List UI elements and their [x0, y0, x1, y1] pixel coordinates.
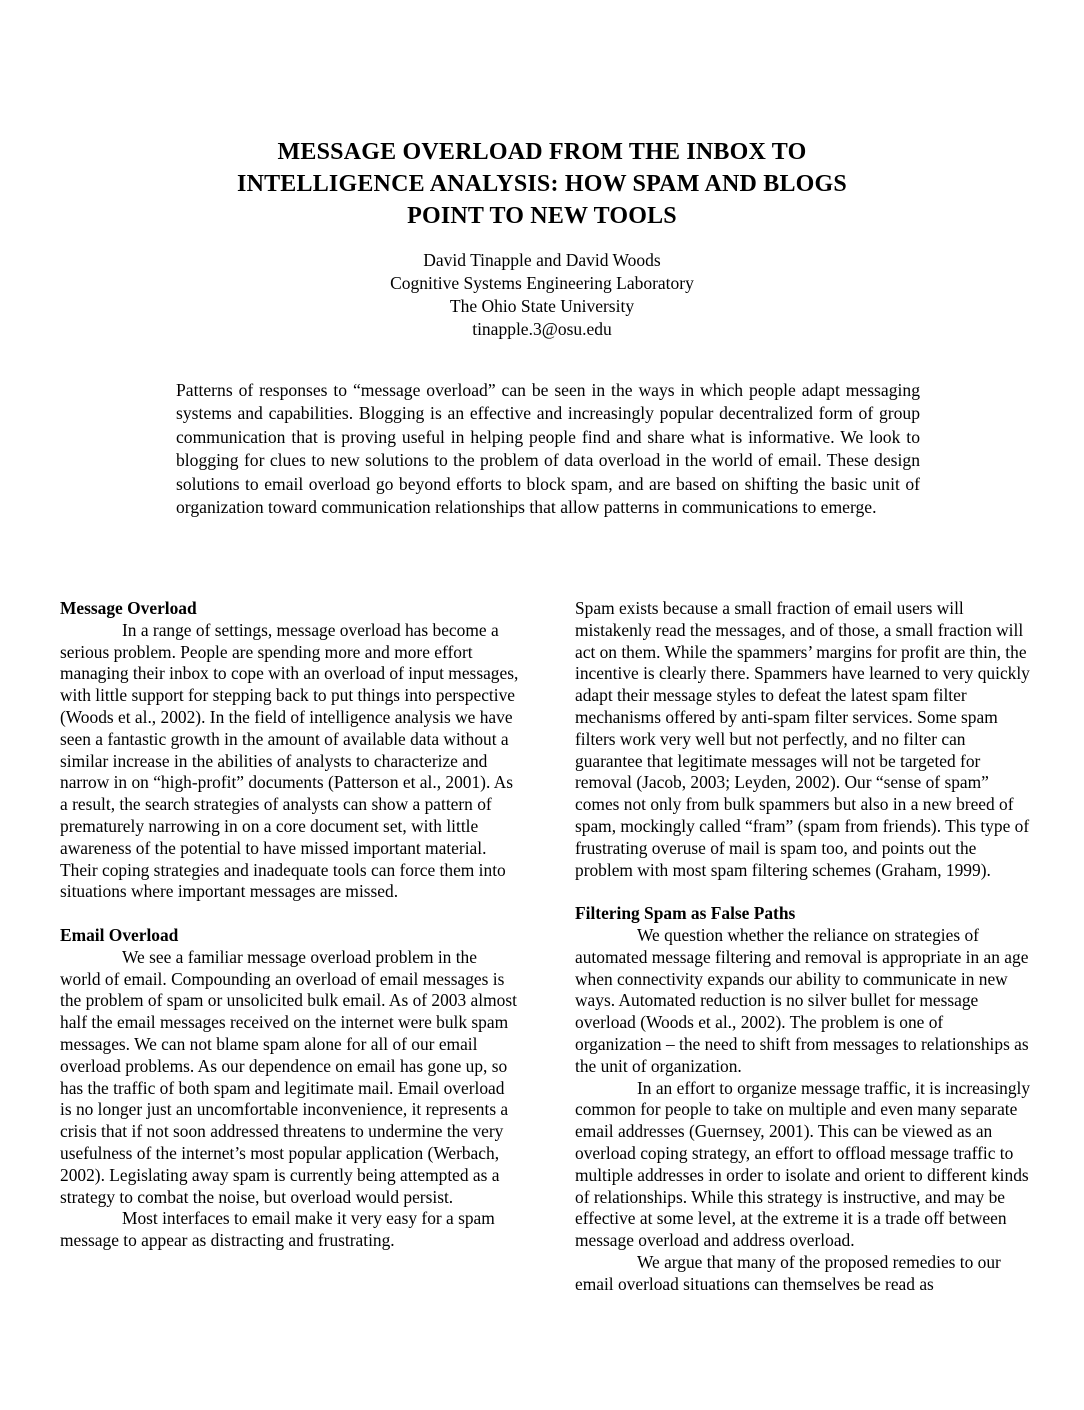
paper-title-line-1: MESSAGE OVERLOAD FROM THE INBOX TO [277, 139, 807, 165]
paragraph-filtering-spam-3: We argue that many of the proposed remedies to our email overload situations can themselves be read as [575, 1251, 1001, 1294]
paragraph-email-overload-1: We see a familiar message overload problem in the world of email. Compounding an overload of email messages is the problem of spam or unsolicited bulk email. As of 2003 almost half the email messages received on the internet were bulk spam messages. We can not blame spam alone for all of our email overload problems. As our dependence on email has gone up, so has the traffic of both spam and legitimate mail. Email overload is no longer just an uncomfortable inconvenience, it represents a crisis that if not soon addressed threatens to undermine the very usefulness of the internet’s most popular application (Werbach, 2002). Legislating away spam is currently being attempted as a strategy to combat the noise, but overload would persist. [60, 946, 517, 1207]
paragraph-email-overload-2: Most interfaces to email make it very easy for a spam message to appear as distracting and frustrating. [60, 1208, 495, 1251]
paragraph-spam-exists: Spam exists because a small fraction of email users will mistakenly read the messages, and of those, a small fraction will act on them. While the spammers’ margins for profit are thin, the incentive is clearly there. Spammers have learned to very quickly adapt their message styles to defeat the latest spam filter mechanisms offered by anti-spam filter services. Some spam filters work very well but not perfectly, and no filter can guarantee that legitimate messages will not be targeted for removal (Jacob, 2003; Leyden, 2002). Our “sense of spam” comes not only from bulk spammers but also in a new breed of spam, mockingly called “fram” (spam from friends). This type of frustrating overuse of mail is spam too, and points out the problem with most spam filtering schemes (Graham, 1999). [575, 598, 1030, 880]
left-column [60, 598, 520, 1252]
paper-title-line-2: INTELLIGENCE ANALYSIS: HOW SPAM AND BLOGS [237, 171, 847, 197]
author-email: tinapple.3@osu.edu [472, 319, 612, 339]
paper-title-line-3: POINT TO NEW TOOLS [407, 203, 677, 229]
author-names: David Tinapple and David Woods [423, 250, 661, 270]
author-affiliation-university: The Ohio State University [449, 296, 635, 316]
paper-title [0, 136, 1084, 232]
section-heading-email-overload: Email Overload [60, 924, 179, 945]
right-column [575, 598, 1033, 1296]
paragraph-filtering-spam-2: In an effort to organize message traffic, it is increasingly common for people to take on multiple and even many separate email addresses (Guernsey, 2001). This can be viewed as an overload coping strategy, an effort to offload message traffic to multiple addresses in order to isolate and orient to different kinds of relationships. While this strategy is instructive, and may be effective at some level, at the extreme it is a trade off between message overload and address overload. [575, 1077, 1031, 1251]
section-heading-message-overload: Message Overload [60, 598, 197, 618]
author-block [0, 249, 1084, 341]
paragraph-message-overload-1: In a range of settings, message overload has become a serious problem. People are spending more and more effort managing their inbox to cope with an overload of input messages, with little support for stepping back to put things into perspective (Woods et al., 2002). In the field of intelligence analysis we have seen a fantastic growth in the amount of available data without a similar increase in the abilities of analysts to characterize and narrow in on “high-profit” documents (Patterson et al., 2001). As a result, the search strategies of analysts can show a pattern of prematurely narrowing in on a core document set, with little awareness of the potential to have missed important material. Their coping strategies and inadequate tools can force them into situations where important messages are missed. [60, 619, 519, 902]
abstract-paragraph: Patterns of responses to “message overload” can be seen in the ways in which people adapt messaging systems and capabilities. Blogging is an effective and increasingly popular decentralized form of group communication that is proving useful in helping people find and share what is informative. We look to blogging for clues to new solutions to the problem of data overload in the world of email. These design solutions to email overload go beyond efforts to block spam, and are based on shifting the basic unit of organization toward communication relationships that allow patterns in communications to emerge. [176, 380, 920, 518]
author-affiliation-lab: Cognitive Systems Engineering Laboratory [390, 273, 694, 293]
section-heading-filtering-spam: Filtering Spam as False Paths [575, 903, 796, 924]
paragraph-filtering-spam-1: We question whether the reliance on strategies of automated message filtering and removal is appropriate in an age when connectivity expands our ability to communicate in new ways. Automated reduction is no silver bullet for message overload (Woods et al., 2002). The problem is one of organization – the need to shift from messages to relationships as the unit of organization. [575, 924, 1029, 1076]
